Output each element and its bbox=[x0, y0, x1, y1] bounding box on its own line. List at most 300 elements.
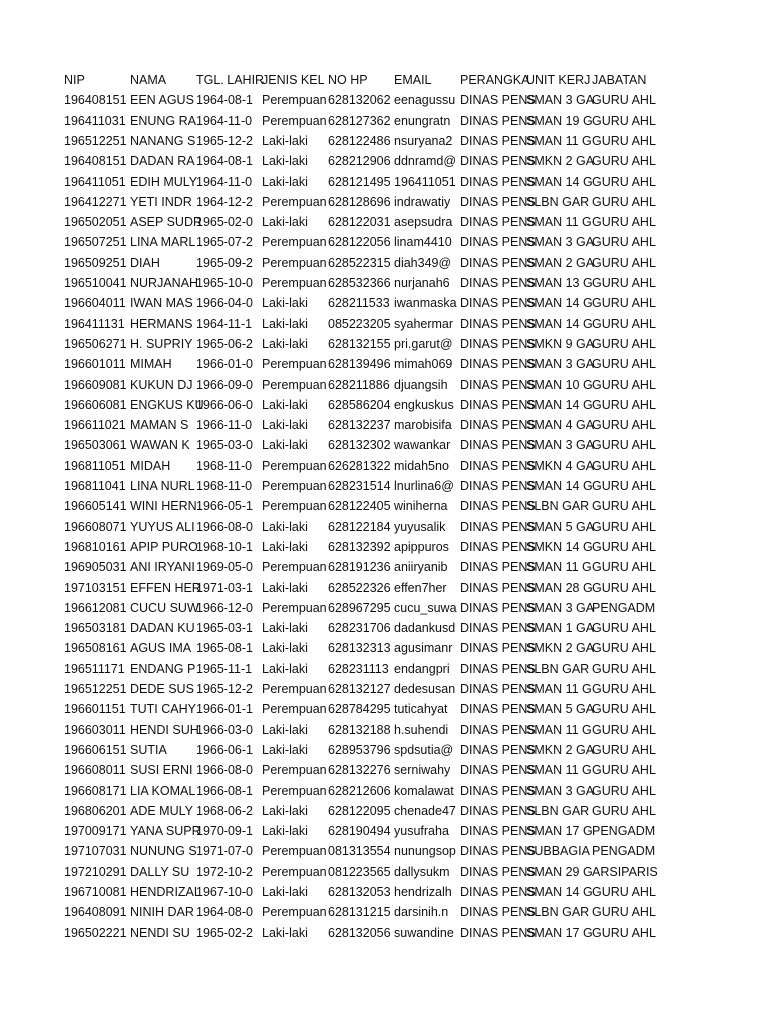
table-cell: 1966-06-0 bbox=[196, 397, 253, 412]
table-cell: DINAS PENS bbox=[460, 133, 536, 148]
table-cell: eenagussu bbox=[394, 93, 456, 108]
table-cell: 196512251 bbox=[64, 682, 127, 696]
table-cell: Perempuan bbox=[262, 377, 327, 392]
table-cell: HENDRIZAL bbox=[130, 885, 201, 899]
table-cell: NANANG S bbox=[130, 133, 196, 148]
table-cell: 628122405 bbox=[328, 499, 391, 514]
table-cell: endangpri bbox=[394, 661, 450, 676]
table-cell: darsinih.n bbox=[394, 905, 449, 920]
table-cell: 628122031 bbox=[328, 215, 391, 230]
table-cell: h.suhendi bbox=[394, 722, 449, 737]
table-cell: 628132053 bbox=[328, 885, 391, 899]
table-cell: asepsudra bbox=[394, 215, 453, 230]
table-cell: DINAS PENS bbox=[460, 519, 536, 534]
table-row bbox=[0, 557, 768, 577]
table-cell: marobisifa bbox=[394, 418, 452, 433]
column-header: JENIS KEL bbox=[262, 73, 325, 87]
table-cell: SMAN 1 GA bbox=[526, 621, 595, 636]
table-cell: DINAS PENS bbox=[460, 93, 536, 108]
table-cell: DINAS PENS bbox=[460, 925, 536, 940]
table-row bbox=[0, 151, 768, 171]
table-cell: SMAN 2 GA bbox=[526, 255, 595, 270]
table-cell: SMAN 14 G bbox=[526, 316, 593, 331]
table-cell: Perempuan bbox=[262, 864, 327, 879]
table-cell: djuangsih bbox=[394, 377, 448, 392]
table-row bbox=[0, 90, 768, 110]
table-cell: 1966-11-0 bbox=[196, 418, 253, 433]
table-cell: DINAS PENS bbox=[460, 722, 536, 737]
table-cell: DINAS PENS bbox=[460, 499, 536, 514]
table-cell: PENGADM bbox=[592, 844, 656, 859]
table-row bbox=[0, 111, 768, 131]
table-cell: DINAS PENS bbox=[460, 154, 536, 169]
table-cell: DINAS PENS bbox=[460, 255, 536, 270]
table-cell: Laki-laki bbox=[262, 438, 308, 453]
table-cell: DADAN RA bbox=[130, 154, 195, 169]
table-cell: EEN AGUS bbox=[130, 93, 194, 108]
table-cell: GURU AHL bbox=[592, 458, 656, 473]
table-cell: 628127362 bbox=[328, 113, 391, 128]
table-cell: 196408151 bbox=[64, 154, 127, 169]
table-row bbox=[0, 435, 768, 455]
table-cell: 196806201 bbox=[64, 803, 127, 818]
table-cell: 196811051 bbox=[64, 458, 126, 473]
table-cell: 1965-03-0 bbox=[196, 438, 253, 453]
table-cell: DINAS PENS bbox=[460, 763, 536, 778]
table-cell: Laki-laki bbox=[262, 418, 308, 433]
table-cell: Perempuan bbox=[262, 844, 327, 859]
table-cell: 196601011 bbox=[64, 357, 126, 372]
table-cell: KUKUN DJ bbox=[130, 377, 193, 392]
column-header: NIP bbox=[64, 73, 85, 87]
table-cell: GURU AHL bbox=[592, 499, 656, 514]
table-cell: SMAN 3 GA bbox=[526, 438, 595, 453]
table-cell: GURU AHL bbox=[592, 255, 656, 270]
table-cell: Perempuan bbox=[262, 479, 327, 493]
table-cell: SMAN 11 G bbox=[526, 722, 592, 737]
table-cell: GURU AHL bbox=[592, 296, 656, 311]
table-cell: Laki-laki bbox=[262, 722, 308, 737]
table-cell: yusufraha bbox=[394, 824, 449, 839]
column-header: PERANGKA bbox=[460, 73, 530, 87]
table-cell: 1966-03-0 bbox=[196, 722, 253, 737]
table-row bbox=[0, 537, 768, 557]
table-cell: GURU AHL bbox=[592, 113, 656, 128]
table-row bbox=[0, 456, 768, 476]
table-cell: Laki-laki bbox=[262, 215, 308, 230]
table-cell: 1964-11-1 bbox=[196, 316, 253, 331]
table-cell: SMKN 14 G bbox=[526, 539, 593, 554]
header-row bbox=[0, 70, 768, 90]
table-cell: 1968-10-1 bbox=[196, 539, 253, 554]
table-cell: DINAS PENS bbox=[460, 560, 536, 575]
table-row bbox=[0, 354, 768, 374]
table-cell: 1972-10-2 bbox=[196, 864, 253, 879]
table-cell: 196511171 bbox=[64, 661, 125, 676]
table-cell: wawankar bbox=[394, 438, 451, 453]
table-cell: SMAN 14 G bbox=[526, 397, 593, 412]
table-cell: NURJANAH bbox=[130, 276, 199, 290]
table-cell: DINAS PENS bbox=[460, 215, 536, 230]
table-cell: 626281322 bbox=[328, 458, 391, 473]
table-row bbox=[0, 375, 768, 395]
table-cell: GURU AHL bbox=[592, 235, 656, 250]
table-cell: LIA KOMAL bbox=[130, 783, 196, 798]
table-cell: SMAN 14 G bbox=[526, 885, 593, 899]
table-cell: 628132188 bbox=[328, 722, 391, 737]
table-cell: nurjanah6 bbox=[394, 276, 450, 290]
table-cell: diah349@ bbox=[394, 255, 452, 270]
table-cell: Laki-laki bbox=[262, 539, 308, 554]
table-row bbox=[0, 212, 768, 232]
column-header: NAMA bbox=[130, 73, 167, 87]
table-cell: GURU AHL bbox=[592, 905, 656, 920]
table-cell: 197009171 bbox=[64, 824, 127, 839]
table-cell: 628122486 bbox=[328, 133, 391, 148]
table-cell: 628212606 bbox=[328, 783, 391, 798]
table-cell: 628532366 bbox=[328, 276, 391, 290]
table-cell: SMAN 17 G bbox=[526, 824, 593, 839]
table-row bbox=[0, 659, 768, 679]
table-cell: 196612081 bbox=[64, 600, 127, 615]
table-cell: GURU AHL bbox=[592, 519, 656, 534]
table-cell: SMKN 9 GA bbox=[526, 336, 595, 351]
table-cell: 196603011 bbox=[64, 722, 126, 737]
table-cell: 081313554 bbox=[328, 844, 391, 859]
table-cell: DINAS PENS bbox=[460, 276, 536, 290]
table-cell: Perempuan bbox=[262, 702, 327, 717]
table-cell: 1966-01-1 bbox=[196, 702, 253, 717]
table-row bbox=[0, 476, 768, 496]
table-cell: Perempuan bbox=[262, 276, 327, 290]
table-cell: SMAN 11 G bbox=[526, 682, 592, 696]
table-cell: 628128696 bbox=[328, 194, 391, 209]
table-cell: 628132302 bbox=[328, 438, 391, 453]
table-cell: ddnramd@ bbox=[394, 154, 457, 169]
table-cell: CUCU SUW bbox=[130, 600, 199, 615]
table-cell: SUTIA bbox=[130, 742, 167, 757]
column-header: EMAIL bbox=[394, 73, 432, 87]
table-cell: 196605141 bbox=[64, 499, 127, 514]
table-cell: 196503061 bbox=[64, 438, 127, 453]
table-cell: 628122184 bbox=[328, 519, 391, 534]
table-cell: Perempuan bbox=[262, 682, 327, 696]
table-cell: 1966-09-0 bbox=[196, 377, 253, 392]
table-cell: Laki-laki bbox=[262, 154, 308, 169]
table-cell: 196608171 bbox=[64, 783, 127, 798]
table-cell: tuticahyat bbox=[394, 702, 448, 717]
table-cell: 1964-11-0 bbox=[196, 174, 253, 189]
table-cell: GURU AHL bbox=[592, 336, 656, 351]
table-cell: DINAS PENS bbox=[460, 824, 536, 839]
table-cell: DINAS PENS bbox=[460, 864, 536, 879]
table-cell: LINA MARL bbox=[130, 235, 196, 250]
table-row bbox=[0, 253, 768, 273]
table-row bbox=[0, 598, 768, 618]
table-cell: 196710081 bbox=[64, 885, 127, 899]
table-cell: GURU AHL bbox=[592, 702, 656, 717]
table-cell: DINAS PENS bbox=[460, 621, 536, 636]
table-cell: GURU AHL bbox=[592, 763, 656, 778]
table-cell: Perempuan bbox=[262, 560, 327, 575]
table-cell: Perempuan bbox=[262, 763, 327, 778]
table-cell: 1966-12-0 bbox=[196, 600, 253, 615]
table-cell: aniiryanib bbox=[394, 560, 448, 575]
table-cell: DINAS PENS bbox=[460, 661, 536, 676]
table-row bbox=[0, 862, 768, 882]
table-cell: SLBN GAR bbox=[526, 905, 590, 920]
table-cell: 081223565 bbox=[328, 864, 391, 879]
table-cell: YUYUS ALI bbox=[130, 519, 195, 534]
table-cell: SMKN 2 GA bbox=[526, 154, 595, 169]
table-cell: 1965-06-2 bbox=[196, 336, 253, 351]
table-cell: Laki-laki bbox=[262, 397, 308, 412]
table-cell: 628522315 bbox=[328, 255, 391, 270]
table-cell: 1964-08-1 bbox=[196, 93, 253, 108]
table-cell: 628211886 bbox=[328, 377, 390, 392]
table-cell: DINAS PENS bbox=[460, 641, 536, 656]
table-cell: 628211533 bbox=[328, 296, 390, 311]
table-cell: 628586204 bbox=[328, 397, 391, 412]
table-cell: 1965-03-1 bbox=[196, 621, 253, 636]
table-cell: 085223205 bbox=[328, 316, 391, 331]
table-cell: DADAN KU bbox=[130, 621, 195, 636]
table-cell: 196411051 bbox=[64, 174, 126, 189]
table-row bbox=[0, 679, 768, 699]
table-cell: NINIH DAR bbox=[130, 905, 194, 920]
table-cell: 196811041 bbox=[64, 479, 126, 493]
table-cell: hendrizalh bbox=[394, 885, 452, 899]
table-cell: 628132056 bbox=[328, 925, 391, 940]
table-cell: DINAS PENS bbox=[460, 600, 536, 615]
table-cell: engkuskus bbox=[394, 397, 454, 412]
table-cell: 196508161 bbox=[64, 641, 127, 656]
table-row bbox=[0, 821, 768, 841]
table-cell: HENDI SUH bbox=[130, 722, 199, 737]
table-cell: DINAS PENS bbox=[460, 113, 536, 128]
table-cell: GURU AHL bbox=[592, 174, 656, 189]
table-row bbox=[0, 618, 768, 638]
table-cell: 196601151 bbox=[64, 702, 126, 717]
table-cell: GURU AHL bbox=[592, 661, 656, 676]
table-cell: SUBBAGIA bbox=[526, 844, 590, 859]
table-cell: 628231113 bbox=[328, 661, 389, 676]
table-cell: 196905031 bbox=[64, 560, 127, 575]
table-row bbox=[0, 902, 768, 922]
table-row bbox=[0, 578, 768, 598]
table-cell: 196608011 bbox=[64, 763, 126, 778]
table-cell: Perempuan bbox=[262, 194, 327, 209]
table-cell: 1964-11-0 bbox=[196, 113, 253, 128]
table-cell: 196408151 bbox=[64, 93, 127, 108]
table-cell: DIAH bbox=[130, 255, 160, 270]
table-cell: GURU AHL bbox=[592, 215, 656, 230]
table-cell: APIP PURO bbox=[130, 539, 198, 554]
table-cell: 197107031 bbox=[64, 844, 127, 859]
table-cell: 196606151 bbox=[64, 742, 127, 757]
table-cell: DINAS PENS bbox=[460, 377, 536, 392]
table-cell: agusimanr bbox=[394, 641, 453, 656]
table-cell: DINAS PENS bbox=[460, 742, 536, 757]
table-cell: 628132313 bbox=[328, 641, 391, 656]
table-cell: SMAN 5 GA bbox=[526, 519, 595, 534]
table-cell: GURU AHL bbox=[592, 194, 656, 209]
table-cell: 628967295 bbox=[328, 600, 391, 615]
table-row bbox=[0, 314, 768, 334]
table-cell: DINAS PENS bbox=[460, 539, 536, 554]
table-cell: ASEP SUDR bbox=[130, 215, 203, 230]
table-cell: YETI INDR bbox=[130, 194, 192, 209]
table-cell: DINAS PENS bbox=[460, 316, 536, 331]
table-cell: 1968-11-0 bbox=[196, 458, 253, 473]
table-cell: SMAN 11 G bbox=[526, 763, 592, 778]
table-cell: Laki-laki bbox=[262, 661, 308, 676]
table-cell: MIMAH bbox=[130, 357, 172, 372]
table-cell: 628121495 bbox=[328, 174, 391, 189]
table-row bbox=[0, 699, 768, 719]
table-cell: syahermar bbox=[394, 316, 454, 331]
table-cell: 628132276 bbox=[328, 763, 391, 778]
table-cell: Perempuan bbox=[262, 600, 327, 615]
table-cell: 628122095 bbox=[328, 803, 391, 818]
table-cell: SMKN 2 GA bbox=[526, 641, 595, 656]
table-cell: DINAS PENS bbox=[460, 905, 536, 920]
table-cell: WINI HERN bbox=[130, 499, 197, 514]
table-cell: DINAS PENS bbox=[460, 682, 536, 696]
table-cell: GURU AHL bbox=[592, 560, 656, 575]
table-cell: SMKN 2 GA bbox=[526, 742, 595, 757]
table-cell: 1965-10-0 bbox=[196, 276, 253, 290]
table-cell: Laki-laki bbox=[262, 519, 308, 534]
table-cell: GURU AHL bbox=[592, 133, 656, 148]
table-cell: DINAS PENS bbox=[460, 418, 536, 433]
table-cell: cucu_suwa bbox=[394, 600, 457, 615]
table-cell: Perempuan bbox=[262, 458, 327, 473]
table-cell: GURU AHL bbox=[592, 418, 656, 433]
table-cell: 196611021 bbox=[64, 418, 126, 433]
table-row bbox=[0, 192, 768, 212]
table-cell: GURU AHL bbox=[592, 397, 656, 412]
table-cell: Perempuan bbox=[262, 905, 327, 920]
table-cell: 628132392 bbox=[328, 539, 391, 554]
table-cell: SMAN 3 GA bbox=[526, 93, 595, 108]
table-cell: Perempuan bbox=[262, 499, 327, 514]
table-cell: GURU AHL bbox=[592, 682, 656, 696]
table-cell: 1965-07-2 bbox=[196, 235, 253, 250]
table-cell: 628132127 bbox=[328, 682, 391, 696]
table-cell: 628190494 bbox=[328, 824, 391, 839]
table-row bbox=[0, 293, 768, 313]
column-header: UNIT KERJ bbox=[526, 73, 591, 87]
table-row bbox=[0, 720, 768, 740]
table-cell: DINAS PENS bbox=[460, 336, 536, 351]
table-cell: linam4410 bbox=[394, 235, 452, 250]
table-cell: MIDAH bbox=[130, 458, 171, 473]
table-cell: 1965-11-1 bbox=[196, 661, 253, 676]
table-cell: Laki-laki bbox=[262, 621, 308, 636]
table-cell: GURU AHL bbox=[592, 803, 656, 818]
table-cell: apippuros bbox=[394, 539, 449, 554]
table-cell: DINAS PENS bbox=[460, 458, 536, 473]
table-row bbox=[0, 172, 768, 192]
table-row bbox=[0, 415, 768, 435]
table-cell: Laki-laki bbox=[262, 296, 308, 311]
table-cell: 1965-09-2 bbox=[196, 255, 253, 270]
table-cell: spdsutia@ bbox=[394, 742, 454, 757]
table-cell: 1966-05-1 bbox=[196, 499, 253, 514]
table-cell: 628953796 bbox=[328, 742, 391, 757]
table-cell: Laki-laki bbox=[262, 580, 308, 595]
table-cell: DINAS PENS bbox=[460, 702, 536, 717]
table-cell: ENDANG P bbox=[130, 661, 196, 676]
table-cell: 1965-12-2 bbox=[196, 133, 253, 148]
table-cell: ADE MULY bbox=[130, 803, 193, 818]
table-cell: EFFEN HER bbox=[130, 580, 201, 595]
table-cell: dedesusan bbox=[394, 682, 456, 696]
table-row bbox=[0, 131, 768, 151]
table-cell: Laki-laki bbox=[262, 133, 308, 148]
table-cell: winiherna bbox=[394, 499, 448, 514]
table-cell: 196509251 bbox=[64, 255, 127, 270]
table-cell: 196609081 bbox=[64, 377, 127, 392]
table-cell: GURU AHL bbox=[592, 641, 656, 656]
table-cell: GURU AHL bbox=[592, 93, 656, 108]
table-cell: dadankusd bbox=[394, 621, 456, 636]
table-cell: GURU AHL bbox=[592, 357, 656, 372]
table-cell: SLBN GAR bbox=[526, 499, 590, 514]
table-cell: GURU AHL bbox=[592, 276, 656, 290]
table-cell: GURU AHL bbox=[592, 783, 656, 798]
table-cell: lnurlina6@ bbox=[394, 479, 454, 493]
table-cell: suwandine bbox=[394, 925, 454, 940]
table-cell: DINAS PENS bbox=[460, 296, 536, 311]
table-cell: NUNUNG S bbox=[130, 844, 197, 859]
table-cell: DINAS PENS bbox=[460, 783, 536, 798]
table-cell: DINAS PENS bbox=[460, 844, 536, 859]
table-cell: Perempuan bbox=[262, 357, 327, 372]
table-cell: 196411031 bbox=[64, 113, 126, 128]
table-cell: 196512251 bbox=[64, 133, 127, 148]
table-cell: Laki-laki bbox=[262, 824, 308, 839]
table-cell: 628522326 bbox=[328, 580, 391, 595]
table-cell: Laki-laki bbox=[262, 641, 308, 656]
table-cell: nsuryana2 bbox=[394, 133, 453, 148]
table-cell: ENUNG RA bbox=[130, 113, 196, 128]
table-cell: Laki-laki bbox=[262, 336, 308, 351]
table-cell: SMAN 14 G bbox=[526, 174, 593, 189]
table-cell: DINAS PENS bbox=[460, 174, 536, 189]
table-cell: dallysukm bbox=[394, 864, 450, 879]
table-cell: GURU AHL bbox=[592, 154, 656, 169]
table-row bbox=[0, 740, 768, 760]
table-cell: SMAN 3 GA bbox=[526, 357, 595, 372]
column-header: TGL. LAHIR bbox=[196, 73, 265, 87]
column-header: JABATAN bbox=[592, 73, 647, 87]
table-cell: 196606081 bbox=[64, 397, 127, 412]
table-cell: Laki-laki bbox=[262, 885, 308, 899]
column-header: NO HP bbox=[328, 73, 368, 87]
table-cell: 628212906 bbox=[328, 154, 391, 169]
table-cell: HERMANS bbox=[130, 316, 193, 331]
table-cell: 628131215 bbox=[328, 905, 391, 920]
table-cell: Laki-laki bbox=[262, 174, 308, 189]
table-cell: 196408091 bbox=[64, 905, 127, 920]
table-cell: SMAN 29 G bbox=[526, 864, 593, 879]
table-cell: 1965-12-2 bbox=[196, 682, 253, 696]
table-cell: SMAN 17 G bbox=[526, 925, 593, 940]
table-cell: WAWAN K bbox=[130, 438, 190, 453]
table-cell: 196411131 bbox=[64, 316, 125, 331]
